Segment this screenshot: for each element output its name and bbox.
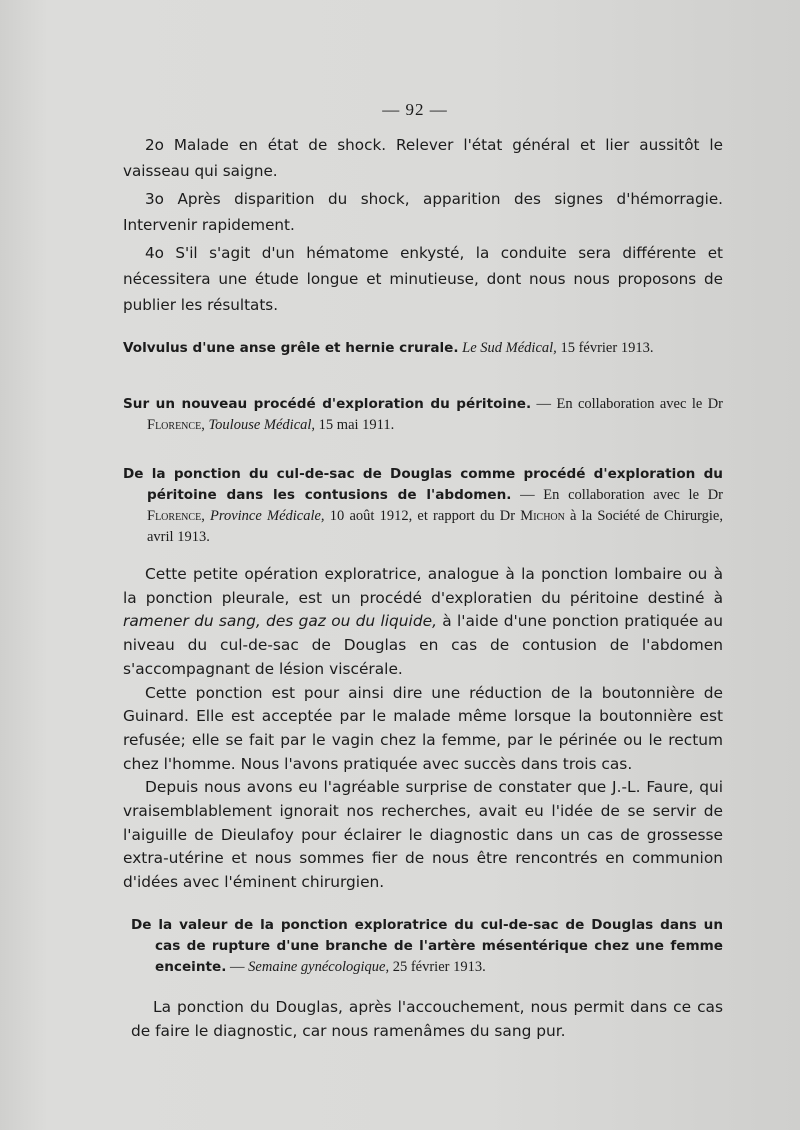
emphasized-text: ramener du sang, des gaz ou du liquide, bbox=[123, 612, 437, 631]
body-section bbox=[123, 563, 723, 895]
list-item: 3o Après disparition du shock, apparition des signes d'hémorragie. Intervenir rapidement. bbox=[123, 190, 723, 234]
author-name: Michon bbox=[520, 508, 565, 524]
list-item: 4o S'il s'agit d'un hématome enkysté, la conduite sera différente et nécessitera une étude longue et minutieuse, dont nous nous proposons de publier les résultats. bbox=[123, 244, 723, 314]
reference-collaboration: — En collaboration avec le Dr bbox=[511, 487, 723, 503]
reference-entry bbox=[123, 464, 723, 548]
reference-date: 25 février 1913. bbox=[389, 959, 486, 975]
body-paragraph: Cette ponction est pour ainsi dire une réduction de la boutonnière de Guinard. Elle est acceptée par le malade même lorsque la boutonnière est refusée; elle se fait par le vagin chez la femme, par le périnée ou le rectum chez l'homme. Nous l'avons pratiquée avec succès dans trois cas. bbox=[123, 683, 723, 773]
reference-source: Semaine gynécologique, bbox=[248, 959, 390, 975]
body-paragraph bbox=[123, 563, 723, 682]
reference-title: De la valeur de la ponction exploratrice du cul-de-sac de Douglas dans un cas de rupture d'une branche de l'artère mésentérique chez une femme enceinte. bbox=[131, 917, 723, 975]
page-number: — 92 — bbox=[382, 100, 448, 119]
reference-source: Le Sud Médical, bbox=[462, 340, 557, 356]
reference-title: Volvulus d'une anse grêle et hernie crurale. bbox=[123, 340, 459, 356]
reference-details: 10 août 1912, et rapport du Dr bbox=[324, 508, 521, 524]
body-section bbox=[131, 996, 723, 1043]
separator: , bbox=[201, 417, 209, 433]
reference-collaboration: — En collaboration avec le Dr bbox=[531, 396, 723, 412]
reference-details: à la Société de Chirurgie, avril 1913. bbox=[147, 508, 723, 545]
text-run: Cette petite opération exploratrice, analogue à la ponction lombaire ou à la ponction pleurale, est un procédé d'exploratien du péritoine destiné à bbox=[123, 565, 723, 607]
list-item: 2o Malade en état de shock. Relever l'état général et lier aussitôt le vaisseau qui saigne. bbox=[123, 136, 723, 180]
reference-source: Province Médicale, bbox=[210, 508, 325, 524]
reference-entry bbox=[123, 338, 723, 359]
separator: — bbox=[226, 959, 249, 975]
reference-entry bbox=[123, 394, 723, 436]
reference-title: De la ponction du cul-de-sac de Douglas comme procédé d'exploration du péritoine dans les contusions de l'abdomen. bbox=[123, 466, 723, 503]
text-run: à l'aide d'une ponction pratiquée au niveau du cul-de-sac de Douglas en cas de contusion de l'abdomen s'accompagnant de lésion viscérale. bbox=[123, 612, 723, 678]
reference-source: Toulouse Médical, bbox=[208, 417, 316, 433]
reference-entry bbox=[131, 915, 723, 978]
body-paragraph: La ponction du Douglas, après l'accouchement, nous permit dans ce cas de faire le diagnostic, car nous ramenâmes du sang pur. bbox=[131, 998, 723, 1040]
reference-date: 15 février 1913. bbox=[556, 340, 654, 356]
author-name: Florence bbox=[147, 417, 202, 433]
numbered-list bbox=[123, 132, 723, 318]
reference-title: Sur un nouveau procédé d'exploration du péritoine. bbox=[123, 396, 532, 412]
author-name: Florence bbox=[147, 508, 202, 524]
body-paragraph: Depuis nous avons eu l'agréable surprise de constater que J.-L. Faure, qui vraisemblablement ignorait nos recherches, avait eu l'idée de se servir de l'aiguille de Dieulafoy pour éclairer le diagnostic dans un cas de grossesse extra-utérine et nous sommes fier de nous être rencontrés en communion d'idées avec l'éminent chirurgien. bbox=[123, 778, 723, 892]
reference-date: 15 mai 1911. bbox=[315, 417, 395, 433]
separator: , bbox=[201, 508, 210, 524]
